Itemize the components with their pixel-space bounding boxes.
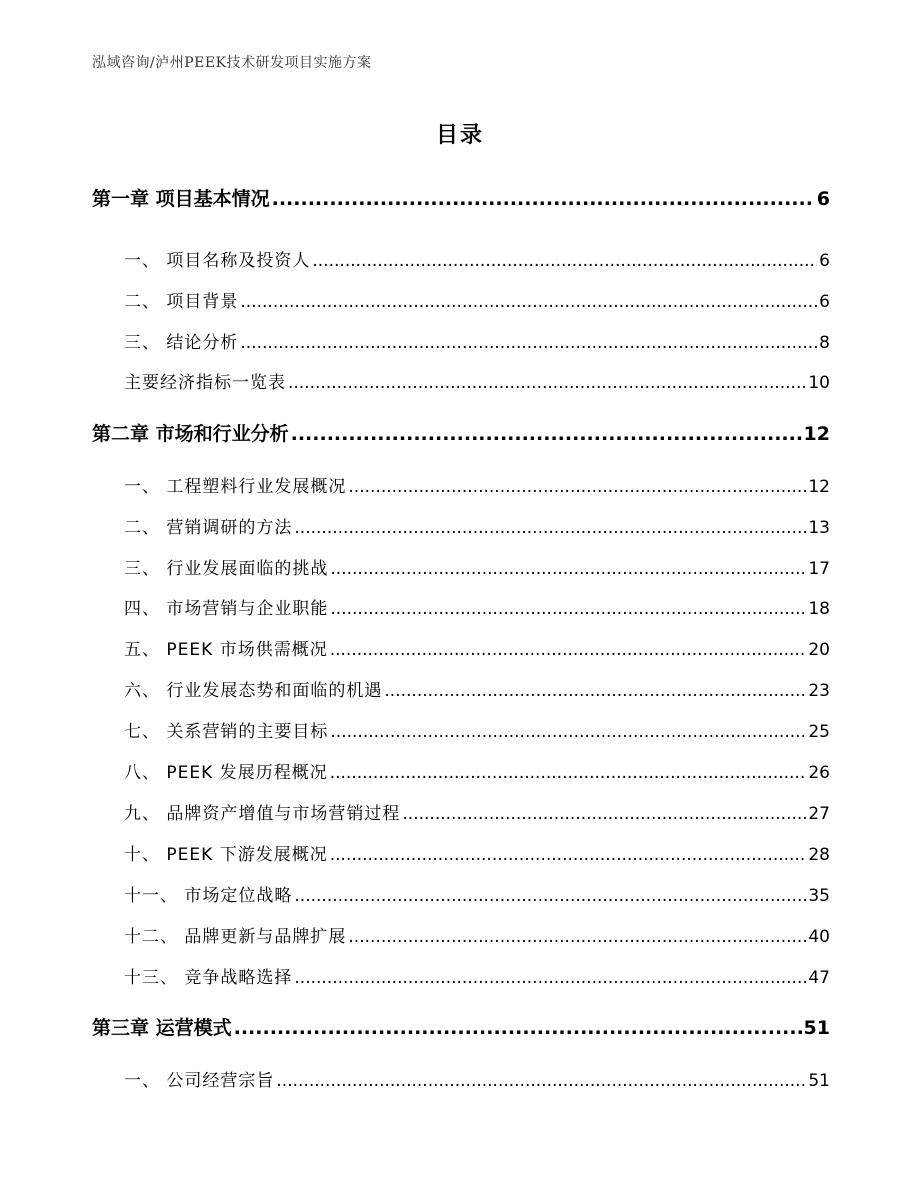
toc-entry-label: 二、 项目背景 xyxy=(124,292,239,312)
toc-entry-label: 第三章 运营模式 xyxy=(92,1017,232,1039)
toc-entry-page: 35 xyxy=(808,886,830,906)
toc-section-entry[interactable] xyxy=(124,554,830,580)
toc-entry-label: 七、 关系营销的主要目标 xyxy=(124,722,329,742)
toc-entry-label: 二、 营销调研的方法 xyxy=(124,518,293,538)
dot-leader xyxy=(330,845,807,865)
toc-sub-entry[interactable] xyxy=(124,368,830,394)
toc-entry-label: 三、 行业发展面临的挑战 xyxy=(124,559,329,579)
dot-leader xyxy=(402,804,806,824)
toc-entry-page: 51 xyxy=(808,1071,830,1091)
toc-entry-label: 第二章 市场和行业分析 xyxy=(92,423,289,445)
header-divider xyxy=(92,78,828,79)
toc-entry-label: 三、 结论分析 xyxy=(124,333,239,353)
toc-entry-page: 51 xyxy=(803,1017,830,1039)
toc-entry-label: 十三、 竞争战略选择 xyxy=(124,968,293,988)
toc-section-entry[interactable] xyxy=(124,840,830,866)
dot-leader xyxy=(312,251,817,271)
toc-title: 目录 xyxy=(435,123,484,148)
dot-leader xyxy=(240,292,817,312)
dot-leader xyxy=(294,968,806,988)
toc-section-entry[interactable] xyxy=(124,513,830,539)
toc-entry-label: 九、 品牌资产增值与市场营销过程 xyxy=(124,804,401,824)
toc-entry-label: 一、 公司经营宗旨 xyxy=(124,1071,275,1091)
toc-section-entry[interactable] xyxy=(124,963,830,989)
dot-leader xyxy=(291,423,802,445)
dot-leader xyxy=(384,681,806,701)
dot-leader xyxy=(288,373,806,393)
toc-entry-label: 第一章 项目基本情况 xyxy=(92,188,270,210)
toc-entry-page: 27 xyxy=(808,804,830,824)
dot-leader xyxy=(330,722,806,742)
dot-leader xyxy=(330,559,806,579)
toc-entry-label: 六、 行业发展态势和面临的机遇 xyxy=(124,681,383,701)
toc-entry-page: 6 xyxy=(819,251,830,271)
toc-entry-label: 一、 工程塑料行业发展概况 xyxy=(124,477,347,497)
toc-section-entry[interactable] xyxy=(124,594,830,620)
toc-entry-page: 20 xyxy=(808,640,830,660)
toc-entry-page: 12 xyxy=(803,423,830,445)
toc-section-entry[interactable] xyxy=(124,922,830,948)
toc-section-entry[interactable] xyxy=(124,758,830,784)
dot-leader xyxy=(330,640,807,660)
dot-leader xyxy=(294,518,806,538)
dot-leader xyxy=(330,763,807,783)
toc-entry-page: 6 xyxy=(816,188,830,210)
toc-section-entry[interactable] xyxy=(124,717,830,743)
dot-leader xyxy=(272,188,815,210)
dot-leader xyxy=(276,1071,806,1091)
toc-chapter-entry[interactable] xyxy=(92,419,830,445)
toc-section-entry[interactable] xyxy=(124,472,830,498)
dot-leader xyxy=(234,1017,802,1039)
toc-section-entry[interactable] xyxy=(124,676,830,702)
dot-leader xyxy=(348,927,806,947)
toc-entry-page: 13 xyxy=(808,518,830,538)
running-header: 泓域咨询/泸州PEEK技术研发项目实施方案 xyxy=(92,55,372,71)
toc-entry-label: 五、 PEEK 市场供需概况 xyxy=(124,640,328,660)
toc-entry-label: 主要经济指标一览表 xyxy=(124,373,286,393)
toc-entry-page: 17 xyxy=(808,559,830,579)
toc-entry-page: 40 xyxy=(808,927,830,947)
toc-section-entry[interactable] xyxy=(124,328,830,354)
toc-entry-label: 十二、 品牌更新与品牌扩展 xyxy=(124,927,347,947)
toc-entry-page: 26 xyxy=(808,763,830,783)
toc-entry-page: 6 xyxy=(819,292,830,312)
dot-leader xyxy=(240,333,817,353)
toc-entry-label: 一、 项目名称及投资人 xyxy=(124,251,311,271)
toc-section-entry[interactable] xyxy=(124,246,830,272)
toc-entry-page: 25 xyxy=(808,722,830,742)
toc-entry-label: 十一、 市场定位战略 xyxy=(124,886,293,906)
toc-entry-label: 八、 PEEK 发展历程概况 xyxy=(124,763,328,783)
toc-entry-page: 28 xyxy=(808,845,830,865)
dot-leader xyxy=(294,886,806,906)
toc-entry-page: 47 xyxy=(808,968,830,988)
toc-entry-label: 十、 PEEK 下游发展概况 xyxy=(124,845,328,865)
toc-entry-label: 四、 市场营销与企业职能 xyxy=(124,599,329,619)
toc-entry-page: 10 xyxy=(808,373,830,393)
dot-leader xyxy=(330,599,806,619)
toc-entry-page: 8 xyxy=(819,333,830,353)
toc-chapter-entry[interactable] xyxy=(92,184,830,210)
toc-section-entry[interactable] xyxy=(124,635,830,661)
toc-section-entry[interactable] xyxy=(124,287,830,313)
toc-section-entry[interactable] xyxy=(124,799,830,825)
toc-entry-page: 12 xyxy=(808,477,830,497)
toc-section-entry[interactable] xyxy=(124,1066,830,1092)
toc-entry-page: 18 xyxy=(808,599,830,619)
toc-chapter-entry[interactable] xyxy=(92,1013,830,1039)
toc-section-entry[interactable] xyxy=(124,881,830,907)
dot-leader xyxy=(348,477,806,497)
toc-entry-page: 23 xyxy=(808,681,830,701)
